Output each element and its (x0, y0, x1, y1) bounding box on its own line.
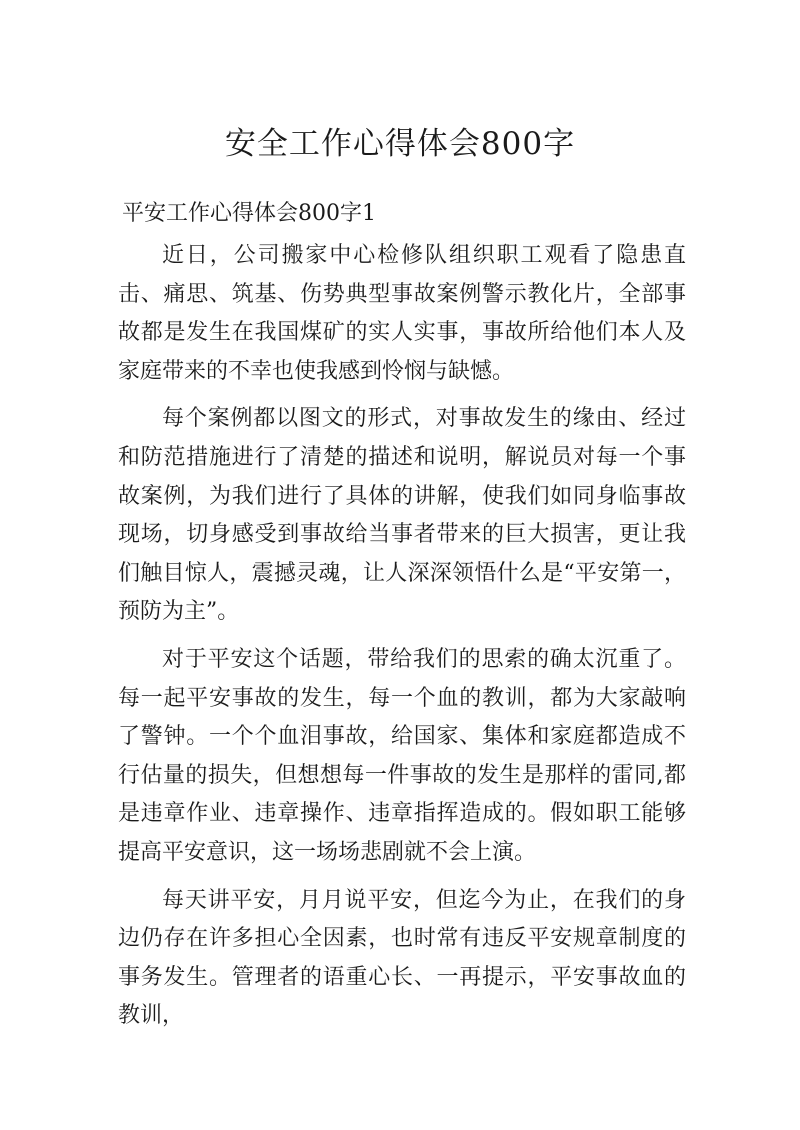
document-body (118, 237, 686, 1045)
document-title: 安全工作心得体会800字 (224, 126, 576, 162)
paragraph: 每天讲平安，月月说平安，但迄今为止，在我们的身边仍存在许多担心全因素，也时常有违反平安规章制度的事务发生。管理者的语重心长、一再提示，平安事故血的教训， (118, 887, 686, 1029)
paragraph: 每个案例都以图文的形式，对事故发生的缘由、经过和防范措施进行了清楚的描述和说明，解说员对每一个事故案例，为我们进行了具体的讲解，使我们如同身临事故现场，切身感受到事故给当事者带来的巨大损害，更让我们触目惊人，震撼灵魂，让人深深领悟什么是“平安第一，预防为主”。 (118, 406, 686, 625)
paragraph: 近日，公司搬家中心检修队组织职工观看了隐患直击、痛思、筑基、伤势典型事故案例警示教化片，全部事故都是发生在我国煤矿的实人实事，事故所给他们本人及家庭带来的不幸也使我感到怜悯与缺憾。 (118, 243, 686, 384)
section-heading: 平安工作心得体会800字1 (122, 201, 376, 226)
paragraph: 对于平安这个话题，带给我们的思索的确太沉重了。每一起平安事故的发生，每一个血的教训，都为大家敲响了警钟。一个个血泪事故，给国家、集体和家庭都造成不行估量的损失，但想想每一件事故的发生是那样的雷同,都是违章作业、违章操作、违章指挥造成的。假如职工能够提高平安意识，这一场场悲剧就不会上演。 (118, 646, 686, 865)
